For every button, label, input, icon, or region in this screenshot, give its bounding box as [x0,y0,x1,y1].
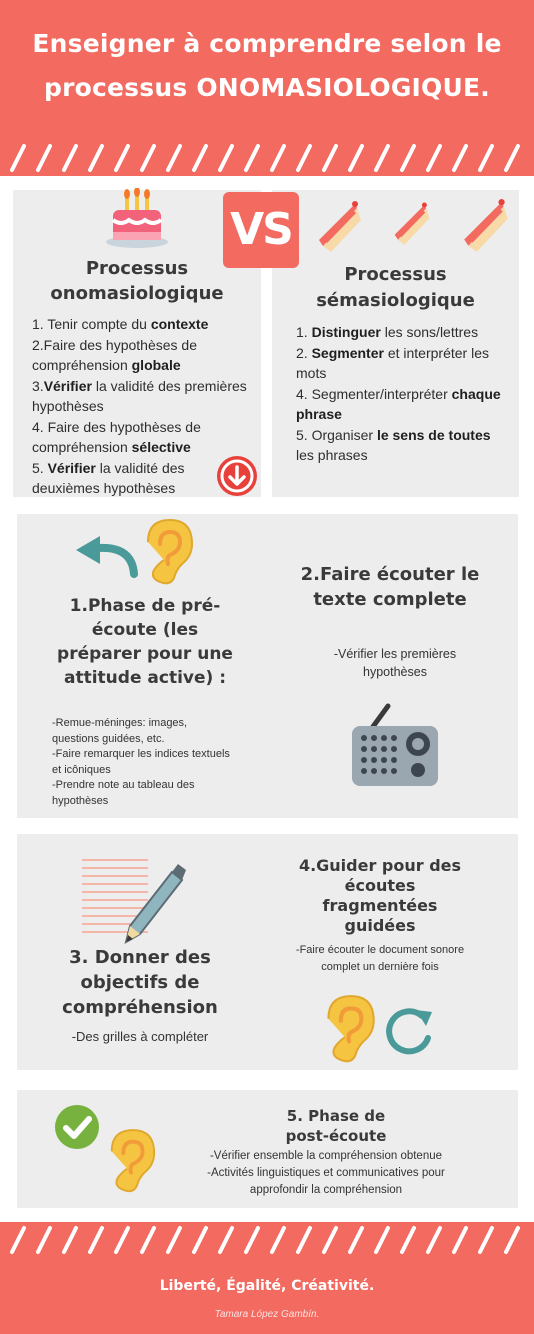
refresh-icon [382,1004,438,1060]
onomasiologique-title-line-1: Processus [85,258,189,279]
cake-slice-icon [317,200,363,254]
cake-slice-icon [462,198,510,254]
step-3-title: 3. Donner des objectifs de compréhension [62,947,218,1018]
radio-icon [350,702,440,788]
ear-icon [320,992,378,1064]
list-item: 4. Segmenter/interpréter chaque phrase [296,385,501,422]
checkmark-icon [54,1104,100,1150]
footer-motto: Liberté, Égalité, Créativité. [159,1278,375,1294]
semasiologique-title [272,262,519,314]
step-5-title-line-2: post-écoute [285,1127,387,1145]
ear-icon [140,516,196,586]
onomasiologique-title [13,256,261,306]
list-item: -Faire remarquer les indices textuels et icôniques [52,748,230,776]
onomasiologique-title-line-2: onomasiologique [50,283,224,304]
list-item: 1. Tenir compte du contexte [32,316,209,332]
footer-author: Tamara López Gambín. [214,1309,320,1320]
list-item: 5. Vérifier la validité des deuxièmes hypothèses [32,459,185,496]
list-item: 2.Faire des hypothèses de compréhension globale [32,336,197,373]
list-item: 3.Vérifier la validité des premières hypothèses [32,377,247,414]
list-item: -Remue-méninges: images, questions guidées, etc. [52,717,188,745]
list-item: 4. Faire des hypothèses de compréhension sélective [32,418,201,455]
back-arrow-icon [72,534,140,578]
semasiologique-title-line-1: Processus [344,264,447,285]
step-5-notes [186,1148,466,1199]
step-4-note: -Faire écouter le document sonore complet un dernière fois [295,944,465,973]
step-1-title: 1.Phase de pré-écoute (les préparer pour une attitude active) : [57,596,233,688]
page-title [10,22,524,110]
step-5-title [236,1106,436,1146]
cake-icon [104,188,170,250]
title-line-1: Enseigner à comprendre selon le [32,29,502,58]
semasiologique-title-line-2: sémasiologique [316,290,475,311]
list-item: 1. Distinguer les sons/lettres [296,324,479,340]
footer-stripes [0,1222,534,1258]
pencil-icon [82,856,186,946]
down-arrow-icon [216,455,258,497]
step-1-notes [52,716,232,809]
vs-label: VS [230,204,292,255]
list-item: -Prendre note au tableau des hypothèses [52,779,195,807]
step-5-title-line-1: 5. Phase de [286,1107,386,1125]
list-item: -Vérifier ensemble la compréhension obtenue [209,1150,443,1162]
step-3-note: -Des grilles à compléter [71,1029,209,1044]
step-4-title: 4.Guider pour des écoutes fragmentées guidées [298,856,462,935]
ear-icon [104,1124,158,1196]
step-2-note: -Vérifier les premières hypothèses [333,647,457,679]
list-item: -Activités linguistiques et communicatives pour approfondir la compréhension [207,1167,445,1196]
list-item: 5. Organiser le sens de toutes les phrases [296,426,491,463]
semasiologique-list [296,322,506,466]
step-2-title: 2.Faire écouter le texte complete [300,564,480,610]
title-line-2: processus ONOMASIOLOGIQUE. [44,73,490,102]
header-stripes [0,140,534,176]
list-item: 2. Segmenter et interpréter les mots [296,344,489,381]
cake-slice-icon [393,200,431,248]
